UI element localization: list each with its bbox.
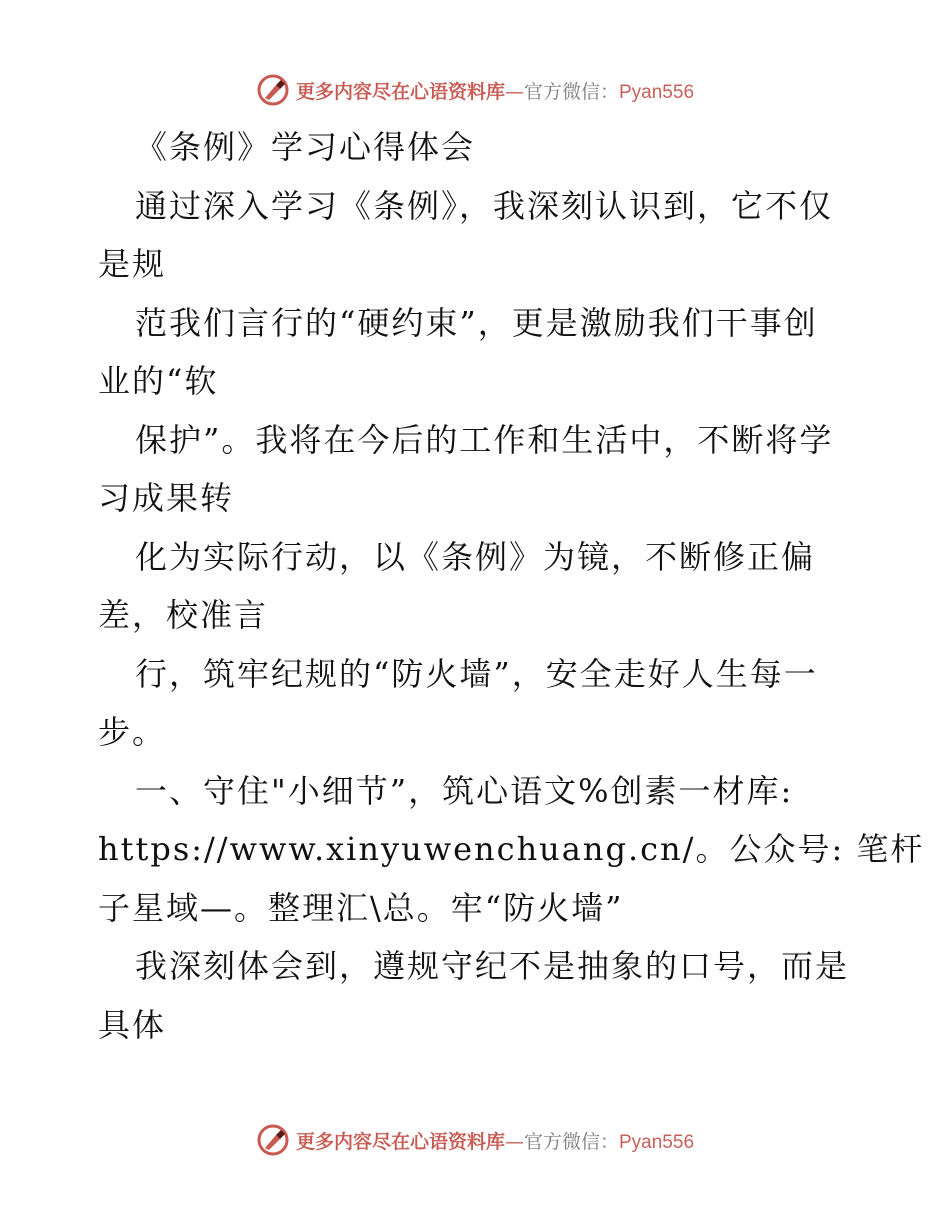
watermark-id: Pyan556: [619, 81, 695, 103]
watermark-official: 官方微信：: [523, 80, 619, 103]
paragraph-line: 通过深入学习《条例》，我深刻认识到，它不仅: [135, 186, 834, 225]
paragraph-line: 是规: [98, 245, 167, 283]
pen-nib-circle-icon: [256, 73, 290, 107]
paragraph-line: 步。: [98, 713, 167, 751]
watermark-text: [296, 77, 694, 104]
paragraph-line: 行，筑牢纪规的“防火墙”，安全走好人生每一: [135, 654, 818, 693]
paragraph-line: 保护”。我将在今后的工作和生活中，不断将学: [135, 420, 834, 459]
paragraph-line: 子星域—。整理汇\总。牢“防火墙”: [98, 888, 624, 927]
paragraph-line: 差，校准言: [98, 596, 269, 634]
watermark-id: Pyan556: [619, 1131, 695, 1153]
paragraph-line: 化为实际行动，以《条例》为镜，不断修正偏: [135, 537, 816, 576]
watermark-dash: —: [504, 1130, 524, 1153]
section-heading: 一、守住"小细节”，筑心语文%创素一材库:: [135, 771, 794, 810]
watermark-official: 官方微信：: [523, 1130, 619, 1153]
paragraph-line: 具体: [98, 1005, 167, 1044]
paragraph-line: 范我们言行的“硬约束”，更是激励我们干事创: [135, 303, 818, 342]
header-watermark: [0, 70, 950, 110]
pen-nib-circle-icon: [256, 1123, 290, 1157]
document-body: [98, 118, 925, 1054]
paragraph-line: 习成果转: [98, 479, 235, 517]
footer-watermark: [0, 1120, 950, 1160]
paragraph-line: 我深刻体会到，遵规守纪不是抽象的口号，而是: [135, 947, 850, 985]
document-title: 《条例》学习心得体会: [135, 128, 476, 166]
watermark-main: 更多内容尽在心语资料库: [295, 80, 505, 103]
watermark-main: 更多内容尽在心语资料库: [295, 1130, 505, 1153]
watermark-dash: —: [504, 80, 524, 103]
watermark-text: [296, 1127, 694, 1154]
paragraph-line: https://www.xinyuwenchuang.cn/。公众号: 笔杆: [98, 830, 925, 868]
paragraph-line: 业的“软: [98, 362, 219, 400]
